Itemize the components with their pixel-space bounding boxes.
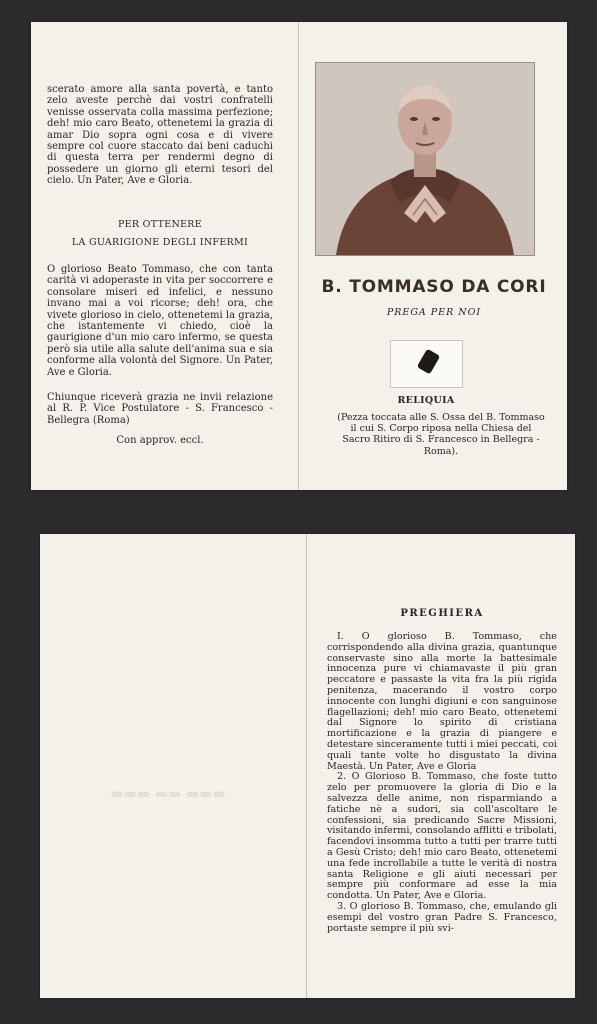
left-panel: [47, 84, 273, 446]
relic-cloth-icon: [417, 349, 440, 375]
preghiera-body: [327, 632, 557, 934]
heading-guarigione: LA GUARIGIONE DEGLI INFERMI: [71, 237, 249, 248]
preghiera-title: PREGHIERA: [400, 608, 484, 619]
relic-label: RELIQUIA: [397, 395, 455, 406]
notice-paragraph: Chiunque riceverà grazia ne invii relazione al R. P. Vice Postulatore - S. Francesco - Bellegra (Roma): [47, 392, 273, 426]
relic-window: [390, 340, 463, 388]
prayer-card-back: [40, 534, 575, 998]
prayer-card-front: [31, 22, 567, 490]
card-fold-line: [298, 22, 299, 490]
relic-description: (Pezza toccata alle S. Ossa del B. Tommaso il cui S. Corpo riposa nella Chiesa del Sacro Ritiro di S. Francesco in Bellegra - Roma).: [337, 412, 545, 457]
intro-paragraph: scerato amore alla santa povertà, e tanto zelo aveste perchè dai vostri confratelli venisse osservata colla massima perfezione; deh! mio caro Beato, ottenetemi la grazia di amar Dio sopra ogni cosa e di vivere sempre col cuore staccato dai beni caduchi di questa terra per rendermi degno di possedere un giorno gli eterni tesori del cielo. Un Pater, Ave e Gloria.: [47, 84, 273, 187]
approval-text: Con approv. eccl.: [116, 435, 204, 446]
prayer-paragraph-3: 3. O glorioso B. Tommaso, che, emulando gli esempi del vostro gran Padre S. Francesco, portaste sempre il più svi-: [327, 900, 557, 934]
prayer-paragraph-1: I. O glorioso B. Tommaso, che corrispondendo alla divina grazia, quantunque conservaste sino alla morte la battesimale innocenza pure vi chiamavaste il più gran peccatore e passaste la vita fra la più rigida penitenza, macerando il vostro corpo innocente con lunghi digiuni e con sanguinose flagellazioni; deh! mio caro Beato, ottenetemi dal Signore lo spirito di cristiana mortificazione e la grazia di piangere e detestare sinceramente tutti i miei peccati, coi quali tante volte ho disgustato la divina Maestà. Un Pater, Ave e Gloria: [327, 631, 557, 772]
card-fold-line: [306, 534, 307, 998]
prayer-paragraph-2: 2. O Glorioso B. Tommaso, che foste tutto zelo per promuovere la gloria di Dio e la salvezza delle anime, non risparmiando a fatiche nè a sudori, sia coll'ascoltare le confessioni, sia predicando Sacre Missioni, visitando infermi, consolando afflitti e tribolati, facendovi insomma tutto a tutti per trarre tutti a Gesù Cristo; deh! mio caro Beato, ottenetemi una fede incrollabile a tutte le verità di nostra santa Religione e gli aiuti necessari per sempre più conformare ad esse la mia condotta. Un Pater, Ave e Gloria.: [327, 771, 557, 902]
heading-per-ottenere: PER OTTENERE: [117, 219, 202, 230]
saint-portrait: [315, 62, 535, 256]
invocation-text: PREGA PER NOI: [386, 307, 482, 318]
saint-name-title: B. TOMMASO DA CORI: [321, 277, 547, 297]
healing-prayer-paragraph: O glorioso Beato Tommaso, che con tanta carità vi adoperaste in vita per soccorrere e consolare miseri ed infelici, e nessuno invano mai a voi ricorse; deh! ora, che vivete glorioso in cielo, ottenetemi la grazia, che istantemente vi chiedo, cioè la gaurigione d'un mio caro infermo, se questa però sia utile alla salute dell'anima sua e sia conforme alla volontà del Signore. Un Pater, Ave e Gloria.: [47, 264, 273, 378]
show-through-text: ▬▬▬ ▬▬ ▬▬▬: [110, 786, 226, 802]
